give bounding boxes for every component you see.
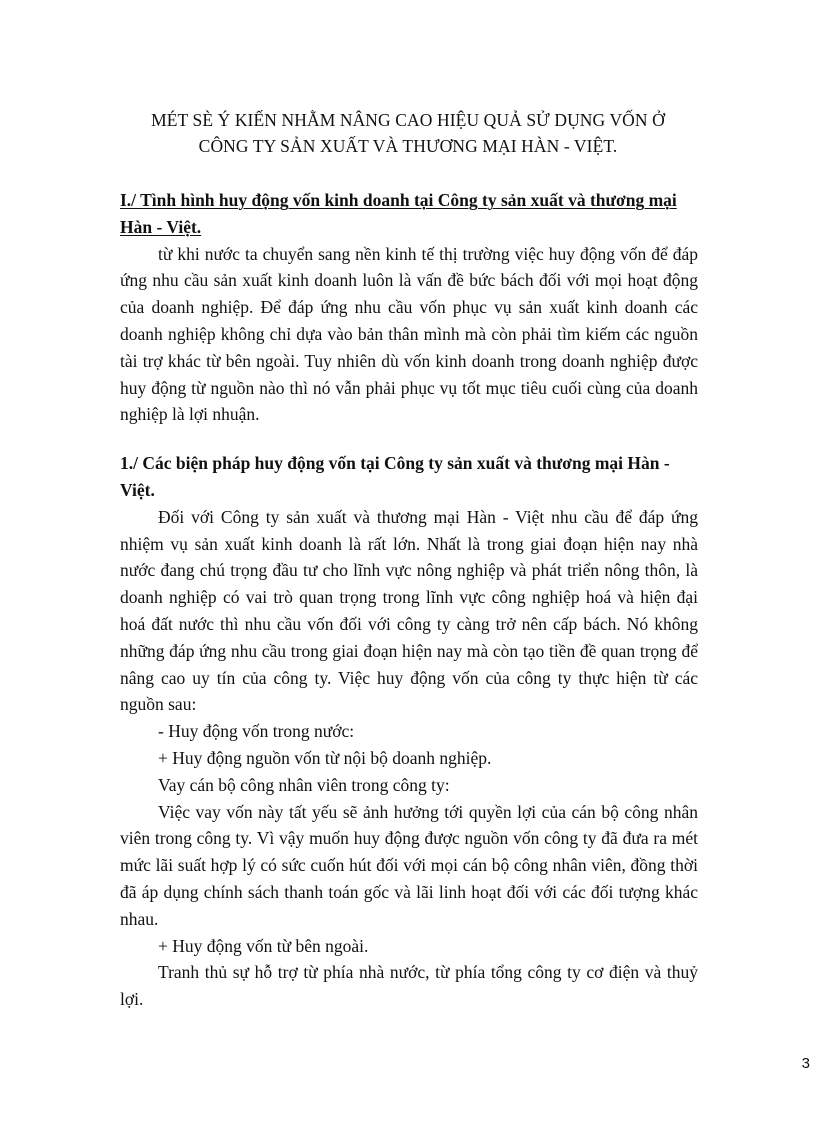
- list-item-domestic: - Huy động vốn trong nước:: [158, 721, 355, 742]
- document-title: [100, 107, 716, 159]
- section-2-paragraph-1: Đối với Công ty sản xuất và thương mại Hàn - Việt nhu cầu để đáp ứng nhiệm vụ sản xuất kinh doanh là rất lớn. Nhất là trong giai đoạn hiện nay nhà nước đang chú trọng đầu tư cho lĩnh vực nông nghiệp và phát triển nông thôn, là doanh nghiệp có vai trò quan trọng trong lĩnh vực công nghiệp hoá và hiện đại hoá đất nước thì nhu cầu vốn đối với công ty càng trở nên cấp bách. Nó không những đáp ứng nhu cầu trong giai đoạn hiện nay mà còn tạo tiền đề quan trọng để nâng cao uy tín của công ty. Việc huy động vốn của công ty thực hiện từ các nguồn sau:: [120, 506, 698, 715]
- page-number: 3: [801, 1055, 810, 1072]
- section-2-paragraph-3: Tranh thủ sự hỗ trợ từ phía nhà nước, từ phía tổng công ty cơ điện và thuỷ lợi.: [120, 962, 698, 1010]
- document-body: [120, 187, 698, 1013]
- section-1-paragraph: từ khi nước ta chuyển sang nền kinh tế thị trường việc huy động vốn để đáp ứng nhu cầu sản xuất kinh doanh luôn là vấn đề bức bách đối với mọi hoạt động của doanh nghiệp. Để đáp ứng nhu cầu vốn phục vụ sản xuất kinh doanh các doanh nghiệp không chỉ dựa vào bản thân mình mà còn phải tìm kiếm các nguồn tài trợ khác từ bên ngoài. Tuy nhiên dù vốn kinh doanh trong doanh nghiệp được huy động từ nguồn nào thì nó vẫn phải phục vụ tốt mục tiêu cuối cùng của doanh nghiệp là lợi nhuận.: [120, 243, 698, 425]
- list-item-staff-loan: Vay cán bộ công nhân viên trong công ty:: [158, 774, 450, 795]
- title-line-1: MÉT SÈ Ý KIẾN NHẰM NÂNG CAO HIỆU QUẢ SỬ DỤNG VỐN Ở: [151, 110, 665, 130]
- title-line-2: CÔNG TY SẢN XUẤT VÀ THƯƠNG MẠI HÀN - VIỆT.: [198, 136, 618, 156]
- section-2-paragraph-2: Việc vay vốn này tất yếu sẽ ảnh hưởng tới quyền lợi của cán bộ công nhân viên trong công ty. Vì vậy muốn huy động được nguồn vốn công ty đã đưa ra mét mức lãi suất hợp lý có sức cuốn hút đối với mọi cán bộ công nhân viên, đồng thời đã áp dụng chính sách thanh toán gốc và lãi linh hoạt đối với các đối tượng khác nhau.: [120, 801, 698, 929]
- section-heading-1: I./ Tình hình huy động vốn kinh doanh tại Công ty sản xuất và thương mại Hàn - Việt.: [120, 190, 677, 237]
- list-item-internal: + Huy động nguồn vốn từ nội bộ doanh nghiệp.: [158, 747, 492, 768]
- list-item-external: + Huy động vốn từ bên ngoài.: [158, 935, 369, 956]
- section-heading-2: 1./ Các biện pháp huy động vốn tại Công ty sản xuất và thương mại Hàn - Việt.: [120, 453, 670, 500]
